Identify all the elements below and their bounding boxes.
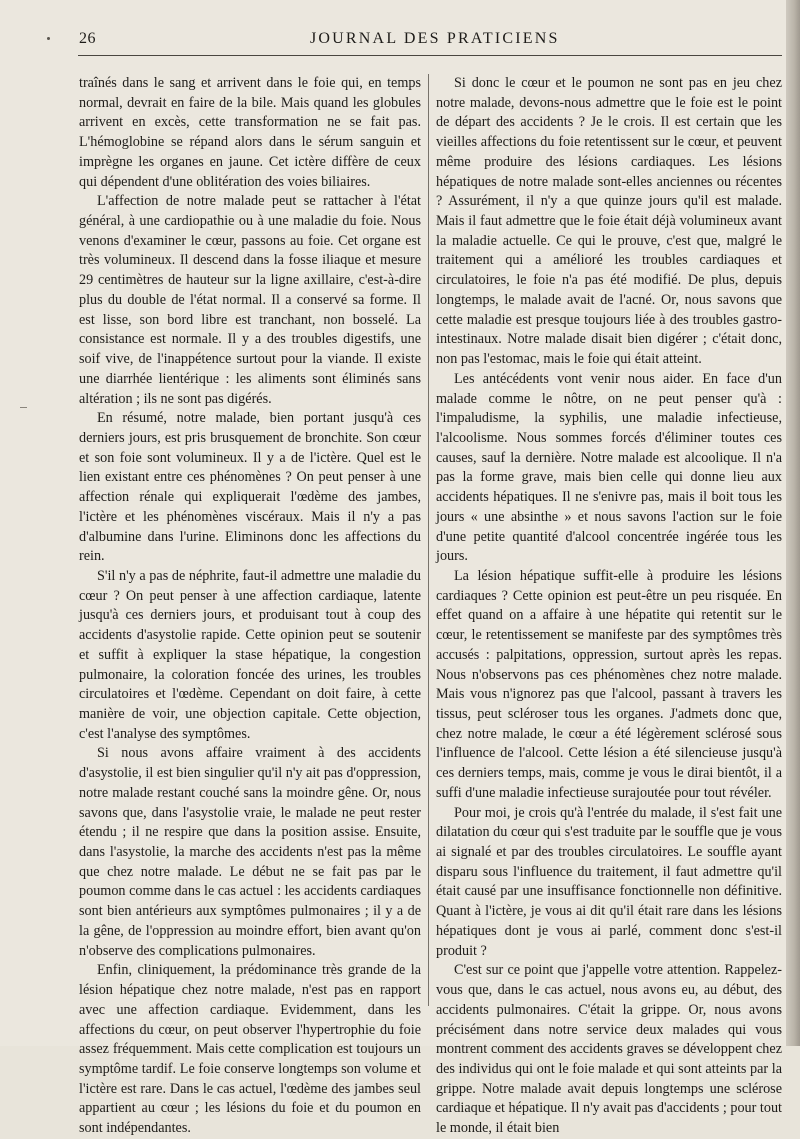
paragraph: C'est sur ce point que j'appelle votre attention. Rappelez-vous que, dans le cas actuel, nous avons eu, au début, des accidents pulmonaires. C'était la grippe. Or, nous avons précisément dans notre service deux malades qui vous montrent comment des accidents graves se développent chez des individus qui ont le foie malade et qui sont atteints par la grippe. Notre malade avait depuis longtemps une sclérose cardiaque et hépatique. Il n'y avait pas d'accidents ; pour tout le monde, il était bien — [436, 962, 782, 1137]
paragraph: Si donc le cœur et le poumon ne sont pas en jeu chez notre malade, devons-nous admettre que le foie est le point de départ des accidents ? Je le crois. Il est certain que les vieilles affections du foie retentissent sur le cœur, et peuvent même produire des lésions cardiaques. Les lésions hépatiques de notre malade sont-elles anciennes ou récentes ? Assurément, il n'y a que quinze jours qu'il est malade. Mais il faut admettre que le foie était déjà volumineux avant la maladie actuelle. Ce qui le prouve, c'est que, malgré le traitement qui a amélioré les troubles cardiaques et circulatoires, le foie n'a pas été modifié. De plus, depuis longtemps, le malade avait de l'acné. Or, nous savons que cette maladie est presque toujours liée à des troubles gastro-intestinaux. Notre malade disait bien digérer ; c'était donc, non pas l'estomac, mais le foie qui était atteint. — [436, 75, 782, 368]
right-column — [436, 74, 782, 1139]
margin-mark — [20, 407, 27, 408]
paragraph: La lésion hépatique suffit-elle à produire les lésions cardiaques ? Cette opinion est peut-être un peu risquée. En effet quand on a affaire à une hépatite qui retentit sur le cœur, le retentissement se manifeste par des symptômes très accusés : palpitations, oppression, surtout après les repas. Nous n'observons pas ces phénomènes chez notre malade. Mais vous n'ignorez pas que l'alcool, passant à travers les tissus, peut scléroser tous les organes. J'admets donc que, chez notre malade, le cœur a été légèrement sclérosé sous l'influence de l'alcool. Cette lésion a été silencieuse jusqu'à ces derniers temps, mais, comme je vous le dirai bientôt, il a suffi d'une maladie infectieuse surajoutée pour tout révéler. — [436, 567, 782, 801]
paragraph: Si nous avons affaire vraiment à des accidents d'asystolie, il est bien singulier qu'il n'y ait pas d'oppression, notre malade restant couché sans la moindre gêne. Or, nous savons que, dans l'asystolie vraie, le malade ne peut rester étendu ; il ne respire que dans la position assise. Ensuite, dans l'asystolie, la marche des accidents n'est pas la même que chez notre malade. Le début ne se fait pas par le poumon comme dans le cas actuel : les accidents cardiaques sont bien antérieurs aux symptômes pulmonaires ; il y a de la gêne, de l'oppression au moindre effort, bien avant qu'on n'observe des complications pulmonaires. — [79, 745, 421, 959]
paragraph: S'il n'y a pas de néphrite, faut-il admettre une maladie du cœur ? On peut penser à une affection cardiaque, latente jusqu'à ces derniers jours, et produisant tout à coup des accidents d'asystolie rapide. Cette opinion peut se soutenir et suffit à expliquer la stase hépatique, la congestion pulmonaire, la coloration foncée des urines, les troubles circulatoires et l'œdème. Cependant on doit faire, à cette manière de voir, une objection capitale. Cette objection, c'est l'analyse des symptômes. — [79, 567, 421, 742]
paragraph: Les antécédents vont venir nous aider. En face d'un malade comme le nôtre, on ne peut penser qu'à : l'impaludisme, la syphilis, une maladie infectieuse, l'alcoolisme. Nous sommes forcés d'éliminer toutes ces causes, sauf la dernière. Notre malade est alcoolique. Il n'a pas la forme grave, mais bien celle qui donne lieu aux accidents hépatiques. Il ne s'enivre pas, mais il boit tous les jours « une absinthe » et nous savons l'action sur le foie d'une petite quantité d'alcool concentrée ingérée tous les jours. — [436, 370, 782, 565]
paragraph: Pour moi, je crois qu'à l'entrée du malade, il s'est fait une dilatation du cœur qui s'est traduite par le souffle que je vous ai signalé et par des troubles circulatoires. Le souffle ayant disparu sous l'influence du traitement, il faut admettre qu'il était causé par une insuffisance fonctionnelle non définitive. Quant à l'ictère, je vous ai dit qu'il était rare dans les lésions hépatiques dont je vous ai parlé, comment donc s'est-il produit ? — [436, 804, 782, 959]
running-head: JOURNAL DES PRATICIENS — [310, 30, 560, 47]
header-rule — [78, 55, 782, 56]
paragraph: L'affection de notre malade peut se rattacher à l'état général, à une cardiopathie ou à une maladie du foie. Nous venons d'examiner le cœur, passons au foie. Cet organe est très volumineux. Il descend dans la fosse iliaque et mesure 29 centimètres de hauteur sur la ligne axillaire, c'est-à-dire plus du double de l'état normal. Il a conservé sa forme. Il est lisse, son bord libre est tranchant, non bosselé. La consistance est normale. Il y a des troubles digestifs, une soif vive, de l'inappétence surtout pour la viande. Il existe une diarrhée lientérique : les aliments sont éliminés sans altération ; ils ne sont pas digérés. — [79, 193, 421, 407]
paragraph: traînés dans le sang et arrivent dans le foie qui, en temps normal, devrait en faire de la bile. Mais quand les globules arrivent en excès, cette transformation ne se fait pas. L'hémoglobine se répand alors dans le sérum sanguin et imprègne les organes en jaune. Cet ictère diffère de ceux qui dépendent d'une oblitération des voies biliaires. — [79, 75, 421, 190]
paragraph: En résumé, notre malade, bien portant jusqu'à ces derniers jours, est pris brusquement de bronchite. Son cœur et son foie sont volumineux. Il y a de l'ictère. Quel est le lien existant entre ces phénomènes ? On peut penser à une affection rénale qui expliquerait l'œdème des jambes, l'ictère et les phénomènes viscéraux. Mais il n'y a pas d'albumine dans l'urine. Eliminons donc les affections du rein. — [79, 410, 421, 565]
left-column — [79, 74, 421, 1139]
column-divider — [428, 74, 429, 1006]
page-edge-shadow — [786, 0, 800, 1046]
page-number: 26 — [79, 30, 96, 47]
paragraph: Enfin, cliniquement, la prédominance très grande de la lésion hépatique chez notre malade, n'est pas en rapport avec une affection cardiaque. Evidemment, dans les affections du cœur, on peut observer l'hypertrophie du foie assez fréquemment. Mais cette complication est toujours un symptôme tardif. Le foie conserve longtemps son volume et l'ictère est rare. Dans le cas actuel, l'œdème des jambes seul appartient au cœur ; les lésions du foie et du poumon en sont indépendantes. — [79, 962, 421, 1137]
paper-speck — [47, 37, 50, 40]
